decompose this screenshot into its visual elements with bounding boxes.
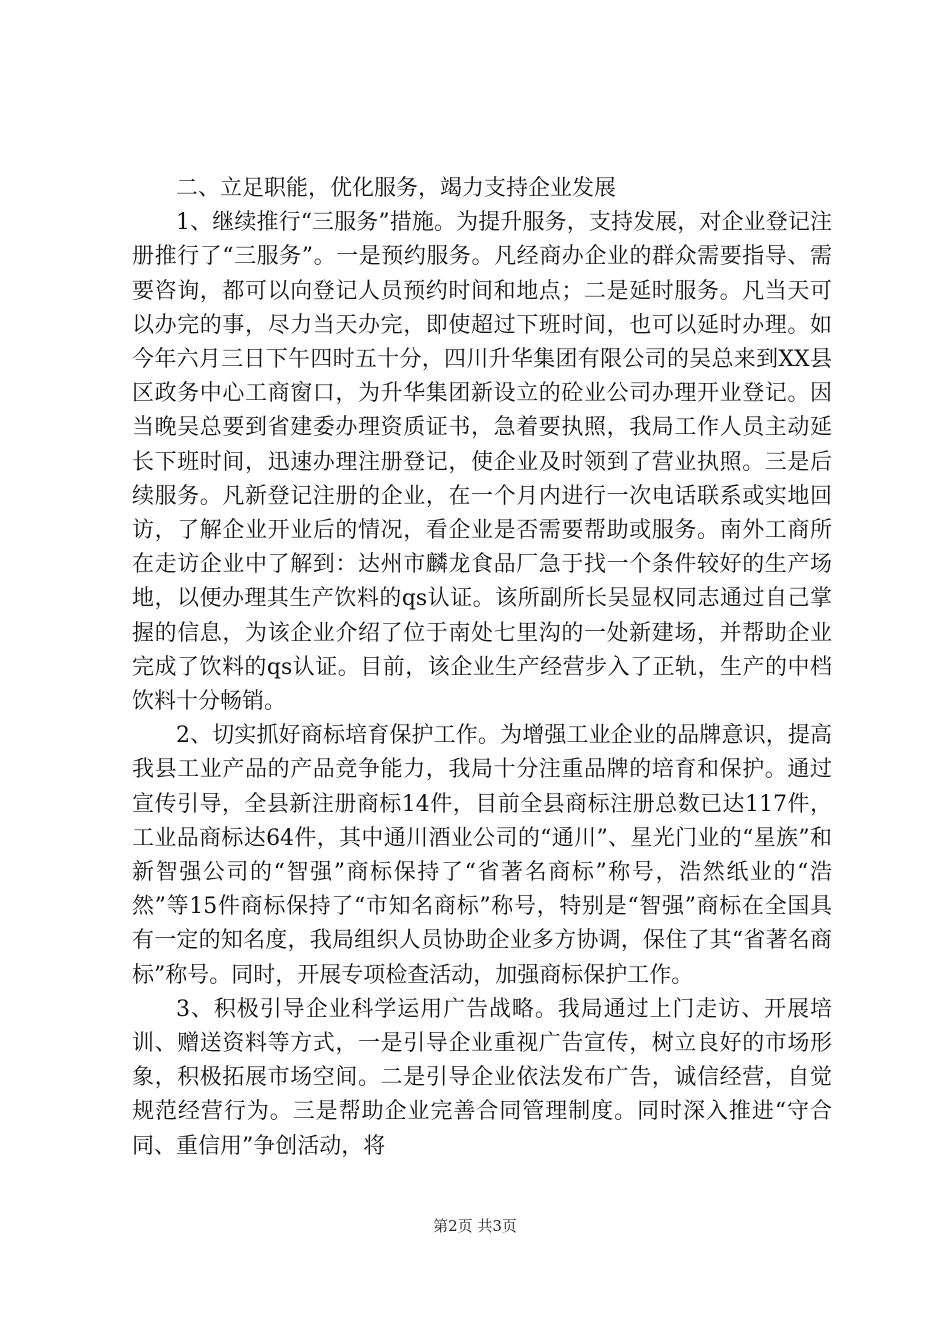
page-number-footer: 第2页 共3页 bbox=[433, 1217, 517, 1235]
paragraph-trademark-protection: 2、切实抓好商标培育保护工作。为增强工业企业的品牌意识，提高我县工业产品的产品竞争能力，我局十分注重品牌的培育和保护。通过宣传引导，全县新注册商标14件，目前全县商标注册总数已达117件，工业品商标达64件，其中通川酒业公司的“通川”、星光门业的“星族”和新智强公司的“智强”商标保持了“省著名商标”称号，浩然纸业的“浩然”等15件商标保持了“市知名商标”称号，特别是“智强”商标在全国具有一定的知名度，我局组织人员协助企业多方协调，保住了其“省著名商标”称号。同时，开展专项检查活动，加强商标保护工作。 bbox=[132, 723, 832, 988]
paragraph-advertising-strategy: 3、积极引导企业科学运用广告战略。我局通过上门走访、开展培训、赠送资料等方式，一是引导企业重视广告宣传，树立良好的市场形象，积极拓展市场空间。二是引导企业依法发布广告，诚信经营，自觉规范经营行为。三是帮助企业完善合同管理制度。同时深入推进“守合同、重信用”争创活动，将 bbox=[132, 996, 832, 1159]
section-heading: 二、立足职能，优化服务，竭力支持企业发展 bbox=[176, 176, 617, 201]
paragraph-three-services: 1、继续推行“三服务”措施。为提升服务，支持发展，对企业登记注册推行了“三服务”。一是预约服务。凡经商办企业的群众需要指导、需要咨询，都可以向登记人员预约时间和地点；二是延时服务。凡当天可以办完的事，尽力当天办完，即使超过下班时间，也可以延时办理。如今年六月三日下午四时五十分，四川升华集团有限公司的吴总来到XX县区政务中心工商窗口，为升华集团新设立的砼业公司办理开业登记。因当晚吴总要到省建委办理资质证书，急着要执照，我局工作人员主动延长下班时间，迅速办理注册登记，使企业及时领到了营业执照。三是后续服务。凡新登记注册的企业，在一个月内进行一次电话联系或实地回访，了解企业开业后的情况，看企业是否需要帮助或服务。南外工商所在走访企业中了解到：达州市麟龙食品厂急于找一个条件较好的生产场地，以便办理其生产饮料的qs认证。该所副所长吴显权同志通过自己掌握的信息，为该企业介绍了位于南处七里沟的一处新建场，并帮助企业完成了饮料的qs认证。目前，该企业生产经营步入了正轨，生产的中档饮料十分畅销。 bbox=[132, 210, 832, 715]
document-body bbox=[132, 172, 832, 1164]
